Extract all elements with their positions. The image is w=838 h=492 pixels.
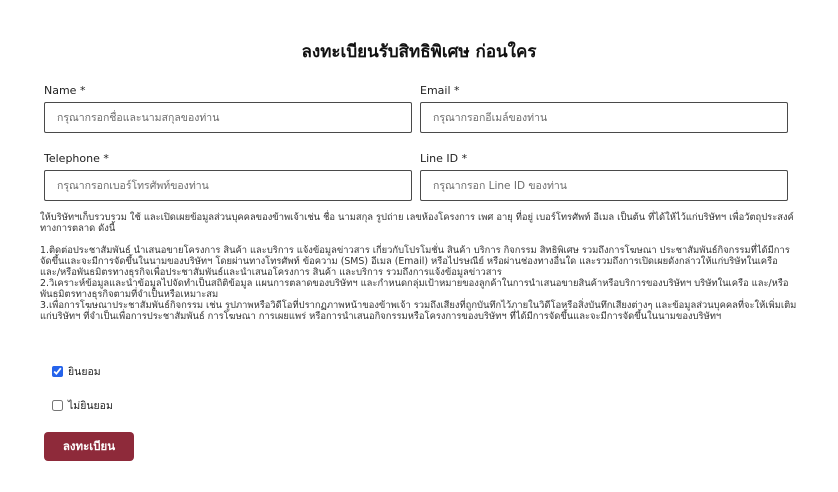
line-id-input[interactable] — [420, 170, 788, 201]
accept-option[interactable] — [52, 363, 101, 380]
email-field-group — [420, 84, 788, 133]
accept-label: ยินยอม — [68, 366, 101, 378]
form-title: ลงทะเบียนรับสิทธิพิเศษ ก่อนใคร — [301, 42, 537, 62]
consent-text — [40, 212, 800, 322]
name-field-group — [44, 84, 412, 133]
decline-checkbox[interactable] — [52, 400, 63, 411]
consent-item-2: 2.วิเคราะห์ข้อมูลและนำข้อมูลไปจัดทำเป็นสถิติข้อมูล แผนการตลาดของบริษัทฯ และกำหนดกลุ่มเป้าหมายของลูกค้าในการนำเสนอขายสินค้าหรือบริการของบริษัทฯ บริษัทในเครือ และ/หรือพันธมิตรทางธุรกิจตามที่จำเป็นหรือเหมาะสม — [40, 278, 789, 300]
consent-intro: ให้บริษัทฯเก็บรวบรวม ใช้ และเปิดเผยข้อมูลส่วนบุคคลของข้าพเจ้าเช่น ชื่อ นามสกุล รูปถ่าย เลขห้องโครงการ เพศ อายุ ที่อยู่ เบอร์โทรศัพท์ อีเมล เป็นต้น ที่ได้ให้ไว้แก่บริษัทฯ เพื่อวัตถุประสงค์ทางการตลาด ดังนี้ — [40, 212, 794, 234]
name-label: Name * — [44, 84, 86, 97]
telephone-label: Telephone * — [44, 152, 109, 165]
register-button[interactable]: ลงทะเบียน — [44, 432, 134, 461]
name-input[interactable] — [44, 102, 412, 133]
telephone-field-group — [44, 152, 412, 201]
decline-label: ไม่ยินยอม — [68, 400, 113, 412]
line-id-label: Line ID * — [420, 152, 468, 165]
consent-item-1: 1.ติดต่อประชาสัมพันธ์ นำเสนอขายโครงการ สินค้า และบริการ แจ้งข้อมูลข่าวสาร เกี่ยวกับโปรโมชั่น สินค้า บริการ กิจกรรม สิทธิพิเศษ รวมถึงการโฆษณา ประชาสัมพันธ์กิจกรรมที่ได้มีการจัดขึ้นและจะมีการจัดขึ้นในนามของบริษัทฯ โดยผ่านทางโทรศัพท์ ข้อความ (SMS) อีเมล (Email) หรือไปรษณีย์ หรือผ่านช่องทางอื่นใด และรวมถึงการเปิดเผยดังกล่าวให้แก่บริษัทในเครือ และ/หรือพันธมิตรทางธุรกิจเพื่อประชาสัมพันธ์และนำเสนอโครงการ สินค้า และบริการ รวมถึงการแจ้งข้อมูลข่าวสาร — [40, 245, 790, 278]
email-label: Email * — [420, 84, 460, 97]
decline-option[interactable] — [52, 397, 113, 414]
telephone-input[interactable] — [44, 170, 412, 201]
email-input[interactable] — [420, 102, 788, 133]
consent-item-3: 3.เพื่อการโฆษณาประชาสัมพันธ์กิจกรรม เช่น รูปภาพหรือวิดีโอที่ปรากฏภาพหน้าของข้าพเจ้า รวมถึงเสียงที่ถูกบันทึกไว้ภายในวิดีโอหรือสิ่งบันทึกเสียงต่างๆ และข้อมูลส่วนบุคคลที่จะให้เพิ่มเติมแก่บริษัทฯ ที่จำเป็นเพื่อการประชาสัมพันธ์ การโฆษณา การเผยแพร่ หรือการนำเสนอกิจกรรมหรือโครงการของบริษัทฯ ที่ได้มีการจัดขึ้นและจะมีการจัดขึ้นในนามของบริษัทฯ — [40, 300, 797, 322]
accept-checkbox[interactable] — [52, 366, 63, 377]
line-id-field-group — [420, 152, 788, 201]
